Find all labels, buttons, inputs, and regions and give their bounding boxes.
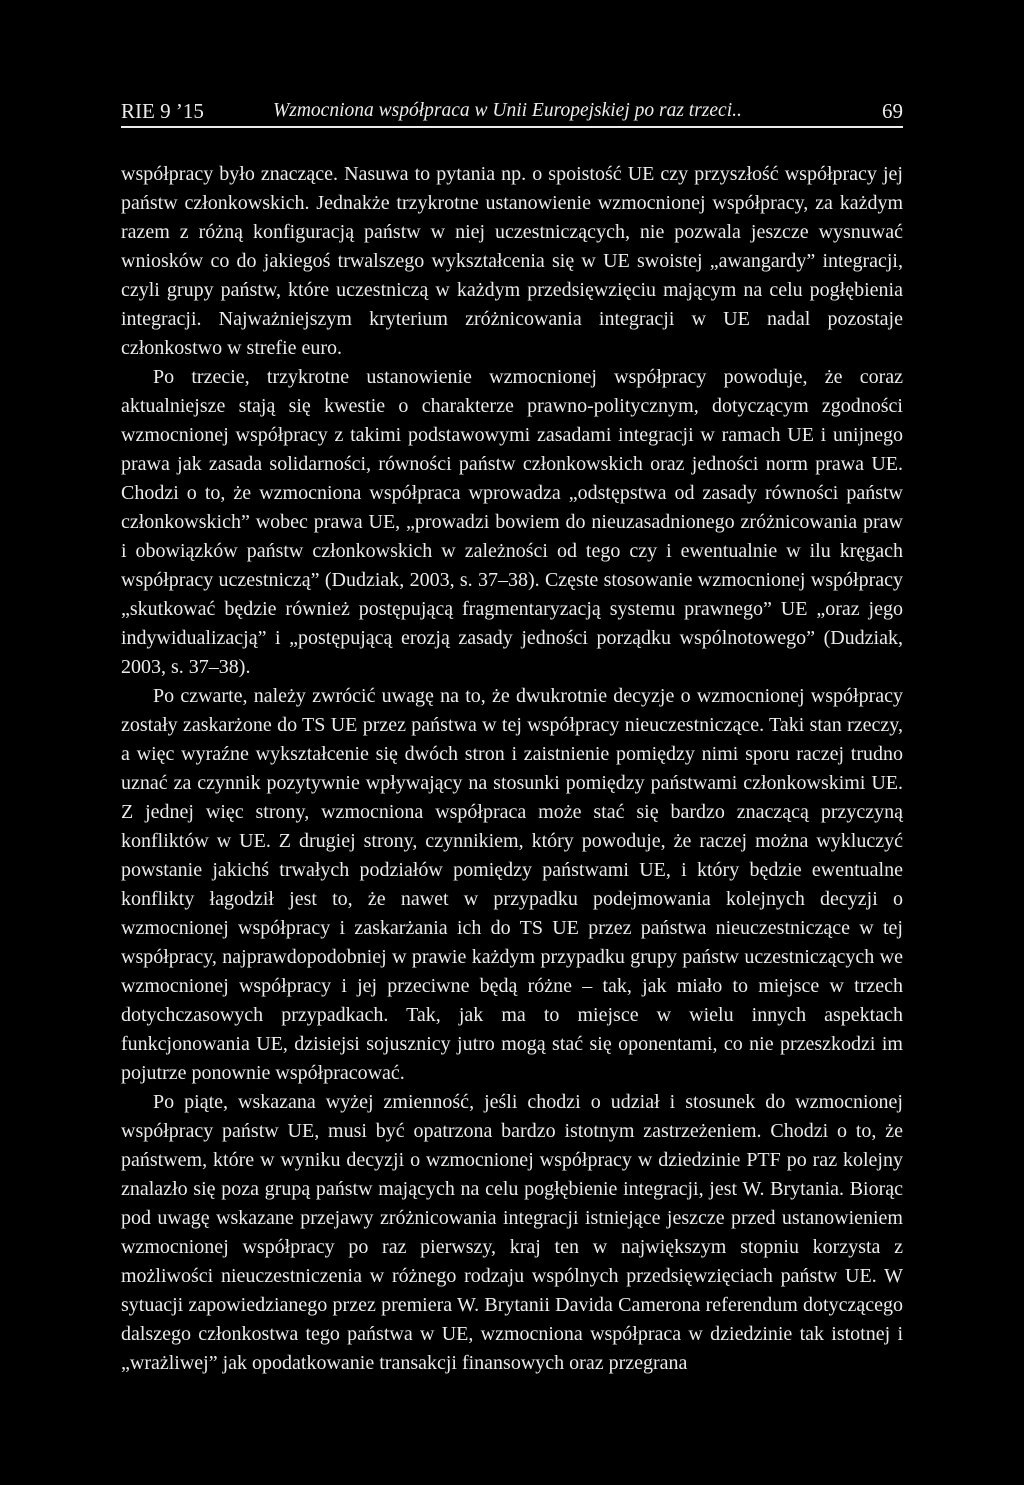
document-page [121, 96, 903, 1378]
running-header [121, 96, 903, 128]
paragraph-third-point: Po trzecie, trzykrotne ustanowienie wzmocnionej współpracy powoduje, że coraz aktualniejsze stają się kwestie o charakterze prawno-politycznym, dotyczącym zgodności wzmocnionej współpracy z takimi podstawowymi zasadami integracji w ramach UE i unijnego prawa jak zasada solidarności, równości państw członkowskich oraz jedności norm prawa UE. Chodzi o to, że wzmocniona współpraca wprowadza „odstępstwa od zasady równości państw członkowskich” wobec prawa UE, „prowadzi bowiem do nieuzasadnionego zróżnicowania praw i obowiązków państw członkowskich w zależności od tego czy i ewentualnie w ilu kręgach współpracy uczestniczą” (Dudziak, 2003, s. 37–38). Częste stosowanie wzmocnionej współpracy „skutkować będzie również postępującą fragmentaryzacją systemu prawnego” UE „oraz jego indywidualizacją” i „postępującą erozją zasady jedności porządku wspólnotowego” (Dudziak, 2003, s. 37–38). [121, 366, 903, 678]
journal-issue: RIE 9 ’15 [121, 99, 204, 123]
page-number: 69 [882, 99, 903, 123]
running-title: Wzmocniona współpraca w Unii Europejskiej po raz trzeci.. [273, 100, 742, 121]
paragraph-fifth-point: Po piąte, wskazana wyżej zmienność, jeśli chodzi o udział i stosunek do wzmocnionej współpracy państw UE, musi być opatrzona bardzo istotnym zastrzeżeniem. Chodzi o to, że państwem, które w wyniku decyzji o wzmocnionej współpracy w dziedzinie PTF po raz kolejny znalazło się poza grupą państw mających na celu pogłębienie integracji, jest W. Brytania. Biorąc pod uwagę wskazane przejawy zróżnicowania integracji istniejące jeszcze przed ustanowieniem wzmocnionej współpracy po raz pierwszy, kraj ten w największym stopniu korzysta z możliwości nieuczestniczenia w różnego rodzaju wspólnych przedsięwzięciach państw UE. W sytuacji zapowiedzianego przez premiera W. Brytanii Davida Camerona referendum dotyczącego dalszego członkostwa tego państwa w UE, wzmocniona współpraca w dziedzinie tak istotnej i „wrażliwej” jak opodatkowanie transakcji finansowych oraz przegrana [121, 1091, 903, 1374]
paragraph-continuation: współpracy było znaczące. Nasuwa to pytania np. o spoistość UE czy przyszłość współpracy jej państw członkowskich. Jednakże trzykrotne ustanowienie wzmocnionej współpracy, za każdym razem z różną konfiguracją państw w niej uczestniczących, nie pozwala jeszcze wysnuwać wniosków co do jakiegoś trwalszego wykształcenia się w UE swoistej „awangardy” integracji, czyli grupy państw, które uczestniczą w każdym przedsięwzięciu mającym na celu pogłębienia integracji. Najważniejszym kryterium zróżnicowania integracji w UE nadal pozostaje członkostwo w strefie euro. [121, 163, 903, 359]
paragraph-fourth-point: Po czwarte, należy zwrócić uwagę na to, że dwukrotnie decyzje o wzmocnionej współpracy zostały zaskarżone do TS UE przez państwa w tej współpracy nieuczestniczące. Taki stan rzeczy, a więc wyraźne wykształcenie się dwóch stron i zaistnienie pomiędzy nimi sporu raczej trudno uznać za czynnik pozytywnie wpływający na stosunki pomiędzy państwami członkowskimi UE. Z jednej więc strony, wzmocniona współpraca może stać się bardzo znaczącą przyczyną konfliktów w UE. Z drugiej strony, czynnikiem, który powoduje, że raczej można wykluczyć powstanie jakichś trwałych podziałów pomiędzy państwami UE, i który będzie ewentualne konflikty łagodził jest to, że nawet w przypadku podejmowania kolejnych decyzji o wzmocnionej współpracy i zaskarżania ich do TS UE przez państwa nieuczestniczące w tej współpracy, najprawdopodobniej w prawie każdym przypadku grupy państw uczestniczących we wzmocnionej współpracy i jej przeciwne będą różne – tak, jak miało to miejsce w trzech dotychczasowych przypadkach. Tak, jak ma to miejsce w wielu innych aspektach funkcjonowania UE, dzisiejsi sojusznicy jutro mogą stać się oponentami, co nie przeszkodzi im pojutrze ponownie współpracować. [121, 685, 903, 1084]
body-text [121, 160, 903, 1378]
